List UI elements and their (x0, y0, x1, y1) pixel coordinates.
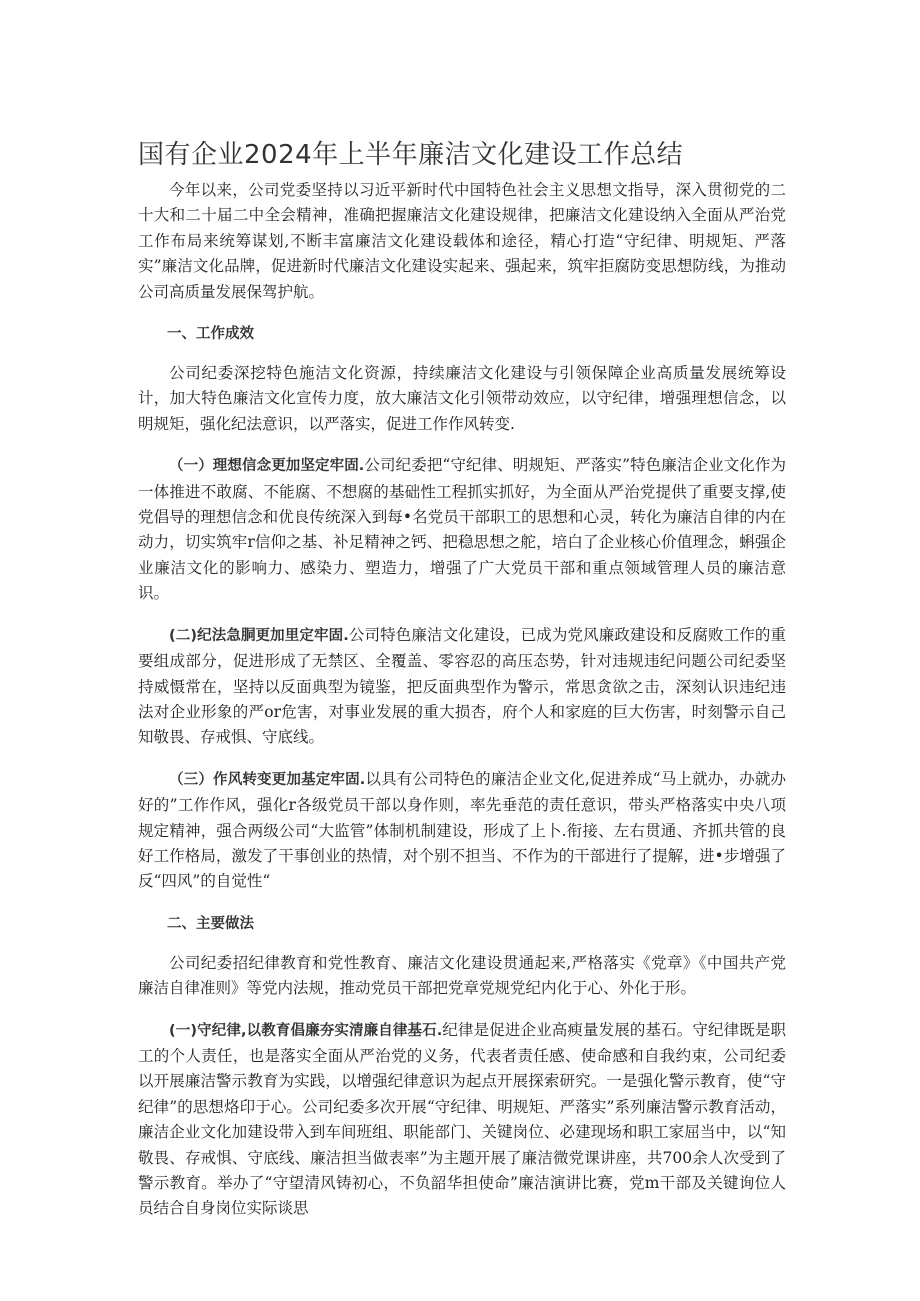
section-heading-achievements: 一、工作成效 (167, 326, 254, 343)
section2-intro-paragraph: 公司纪委招纪律教育和党性教育、廉洁文化建设贯通起来,严格落实《党章》《中国共产党廉洁自律准则》等党内法规，推动党员干部把党章党规党纪内化于心、外化于形。 (138, 953, 786, 998)
achievement-item-2 (138, 623, 786, 751)
item-text: 公司纪委把“守纪律、明规矩、严落实”特色廉洁企业文化作为一体推进不敢腐、不能腐、不想腐的基础性工程抓实抓好，为全面从严治党提供了重要支撑,使党倡导的理想信念和优良传统深入到每•名党员干部职工的思想和心灵，转化为廉洁自律的内在动力，切实筑牢r信仰之基、补足精神之钙、把稳思想之舵，培白了企业核心价值理念，蝌强企业廉洁文化的影响力、感染力、塑造力，增强了广大党员干部和重点领域管理人员的廉洁意识。 (138, 456, 786, 603)
item-lead: (一)守纪律,以教育倡廉夯实清廉自律基石. (169, 1022, 443, 1039)
item-text: 以具有公司特色的廉洁企业文化,促进养成“马上就办，办就办好的”工作作风，强化r各级党员干部以身作则，率先垂范的责任意识，带头严格落实中央八项规定精神，强合两级公司“大监管”体制机制建设，形成了上卜.衔接、左右贯通、齐抓共管的良好工作格局，激发了干事创业的热情，对个别不担当、不作为的干部进行了提解，进•步增强了反“四风”的自觉性“ (138, 769, 787, 891)
item-text: 纪律是促进企业高瘐量发展的基石。守纪律既是职工的个人责任，也是落实全面从严治党的义务，代表者责任感、使命感和自我约束，公司纪委以开展廉洁警示教育为实践，以增强纪律意识为起点开展探索研究。一是强化警示教育，使“守纪律”的思想烙印于心。公司纪委多次开展“守纪律、明规矩、严落实”系列廉洁警示教育活动，廉洁企业文化加建设带入到车间班组、职能部门、关键岗位、必建现场和职工家屈当中，以“知敬畏、存戒惧、守底线、廉洁担当做表率”为主题开展了廉洁微党课讲座，共700余人次受到了警示教育。举办了“守望清风铸初心，不负韶华担使命”廉洁演讲比赛，党m干部及关键询位人员结合自身岗位实际谈思 (138, 1020, 786, 1218)
item-lead: （一）理想信念更加坚定牢固. (169, 458, 365, 475)
item-text: 公司特色廉洁文化建设，已成为党风廉政建设和反腐败工作的重要组成部分，促进形成了无禁区、全覆盖、零容忍的高压态势，针对违规违纪问题公司纪委坚持威慑常在，坚持以反面典型为镜鉴，把反面典型作为警示，常思贪欲之击，深刻认识违纪违法对企业形象的严or危害，对事业发展的重大损杏，府个人和家庭的巨大伤害，时刻警示自己知敬畏、存戒惧、守底线。 (138, 625, 786, 747)
document-body (138, 178, 786, 1222)
achievement-item-3 (138, 767, 786, 895)
achievement-item-1 (138, 453, 786, 606)
item-lead: （三）作风转变更加基定牢固. (169, 771, 366, 788)
document-title: 国有企业2024年上半年廉洁文化建设工作总结 (138, 140, 684, 170)
item-lead: (二)纪法急胴更加里定牢固. (169, 627, 349, 644)
intro-paragraph: 今年以来，公司党委坚持以习近平新时代中国特色社会主义思想文指导，深入贯彻党的二十大和二十届二中全会精神，准确把握廉洁文化建设规律，把廉洁文化建设纳入全面从严治党工作布局来统筹谋划,不断丰富廉洁文化建设载体和途径，精心打造“守纪律、明规矩、严落实”廉洁文化品牌，促进新时代廉洁文化建设实起来、强起来，筑牢拒腐防变思想防线，为推动公司高质量发展保驾护航。 (138, 181, 786, 301)
section1-intro-paragraph: 公司纪委深挖特色施洁文化资源，持续廉洁文化建设与引领保障企业高质量发展统筹设计，加大特色廉洁文化宣传力度，放大廉洁文化引领带动效应，以守纪律，增强理想信念，以明规矩，强化纪法意识，以严落实，促进工作作风转变. (138, 364, 786, 433)
section-heading-practices: 二、主要做法 (167, 915, 254, 932)
practice-item-1 (138, 1018, 786, 1222)
